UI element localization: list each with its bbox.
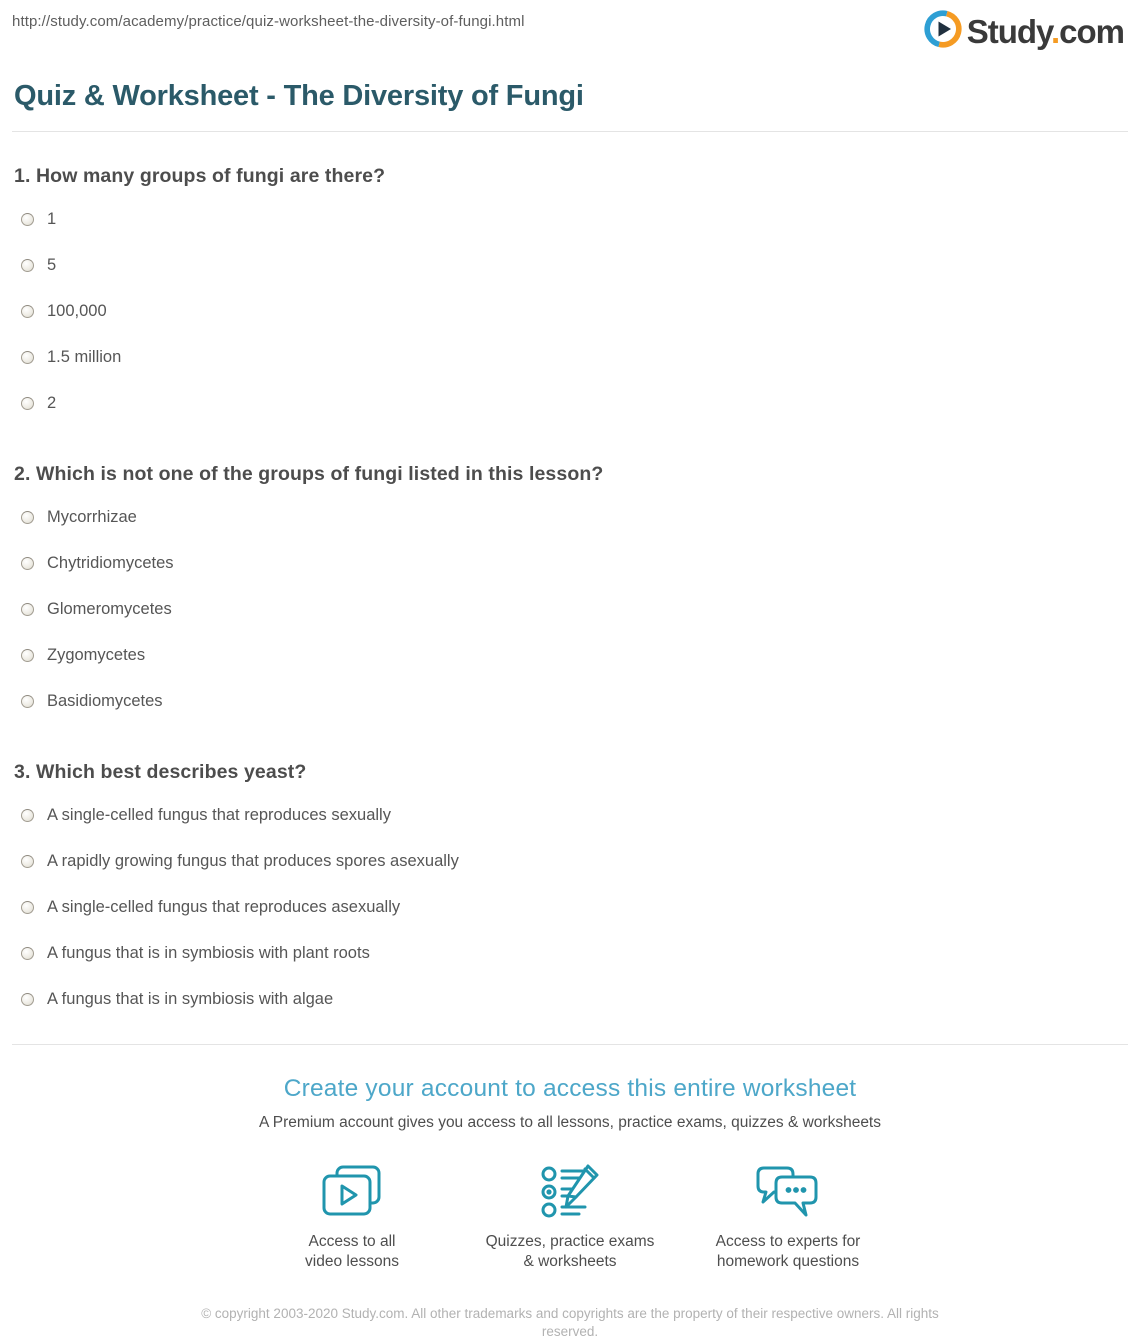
question-1 <box>14 165 1126 413</box>
question-1-heading: 1. How many groups of fungi are there? <box>14 165 386 187</box>
cta-title-link[interactable]: Create your account to access this entire worksheet <box>283 1075 857 1102</box>
question-3 <box>14 761 1126 1009</box>
radio-button[interactable] <box>21 397 34 410</box>
q2-option-4[interactable]: Zygomycetes <box>14 646 1126 665</box>
quiz-body <box>0 165 1140 1009</box>
q1-option-4[interactable]: 1.5 million <box>14 348 1126 367</box>
page-footer <box>0 1305 1140 1341</box>
feature-video-lessons <box>243 1164 461 1272</box>
studycom-logo-text: Study.com <box>966 13 1124 50</box>
radio-button[interactable] <box>21 855 34 868</box>
studycom-logo[interactable] <box>924 10 1124 53</box>
question-2 <box>14 463 1126 711</box>
quizzes-worksheets-icon <box>539 1164 601 1220</box>
question-2-heading: 2. Which is not one of the groups of fungi listed in this lesson? <box>14 463 604 485</box>
studycom-logo-icon <box>924 10 962 53</box>
radio-button[interactable] <box>21 213 34 226</box>
feature-row <box>0 1164 1140 1272</box>
page-header <box>0 0 1140 53</box>
cta-divider <box>12 1044 1128 1045</box>
q1-option-2[interactable]: 5 <box>14 256 1126 275</box>
q3-option-3[interactable]: A single-celled fungus that reproduces asexually <box>14 898 1126 917</box>
copyright-notice: © copyright 2003-2020 Study.com. All other trademarks and copyrights are the property of their respective owners. All rights reserved. <box>201 1306 939 1339</box>
q2-option-2[interactable]: Chytridiomycetes <box>14 554 1126 573</box>
q3-option-5[interactable]: A fungus that is in symbiosis with algae <box>14 990 1126 1009</box>
radio-button[interactable] <box>21 603 34 616</box>
chat-experts-icon <box>756 1164 820 1220</box>
radio-button[interactable] <box>21 305 34 318</box>
radio-button[interactable] <box>21 351 34 364</box>
radio-button[interactable] <box>21 809 34 822</box>
radio-button[interactable] <box>21 947 34 960</box>
q3-option-2[interactable]: A rapidly growing fungus that produces spores asexually <box>14 852 1126 871</box>
question-3-heading: 3. Which best describes yeast? <box>14 761 307 783</box>
feature-label: Quizzes, practice exams & worksheets <box>485 1233 655 1270</box>
title-divider <box>12 131 1128 132</box>
q3-option-4[interactable]: A fungus that is in symbiosis with plant roots <box>14 944 1126 963</box>
radio-button[interactable] <box>21 649 34 662</box>
feature-quizzes-worksheets <box>461 1164 679 1272</box>
q1-option-3[interactable]: 100,000 <box>14 302 1126 321</box>
q2-option-1[interactable]: Mycorrhizae <box>14 508 1126 527</box>
q3-option-1[interactable]: A single-celled fungus that reproduces sexually <box>14 806 1126 825</box>
feature-homework-experts <box>679 1164 897 1272</box>
feature-label: Access to experts for homework questions <box>715 1233 861 1270</box>
radio-button[interactable] <box>21 695 34 708</box>
page-title: Quiz & Worksheet - The Diversity of Fungi <box>14 80 584 112</box>
feature-label: Access to all video lessons <box>305 1233 399 1270</box>
cta-section <box>0 1075 1140 1272</box>
page-url: http://study.com/academy/practice/quiz-worksheet-the-diversity-of-fungi.html <box>12 13 525 30</box>
q1-option-1[interactable]: 1 <box>14 210 1126 229</box>
q1-option-5[interactable]: 2 <box>14 394 1126 413</box>
radio-button[interactable] <box>21 993 34 1006</box>
cta-subtitle: A Premium account gives you access to all lessons, practice exams, quizzes & worksheets <box>259 1114 881 1131</box>
radio-button[interactable] <box>21 901 34 914</box>
q2-option-3[interactable]: Glomeromycetes <box>14 600 1126 619</box>
q2-option-5[interactable]: Basidiomycetes <box>14 692 1126 711</box>
video-lessons-icon <box>321 1164 383 1220</box>
radio-button[interactable] <box>21 557 34 570</box>
radio-button[interactable] <box>21 511 34 524</box>
radio-button[interactable] <box>21 259 34 272</box>
